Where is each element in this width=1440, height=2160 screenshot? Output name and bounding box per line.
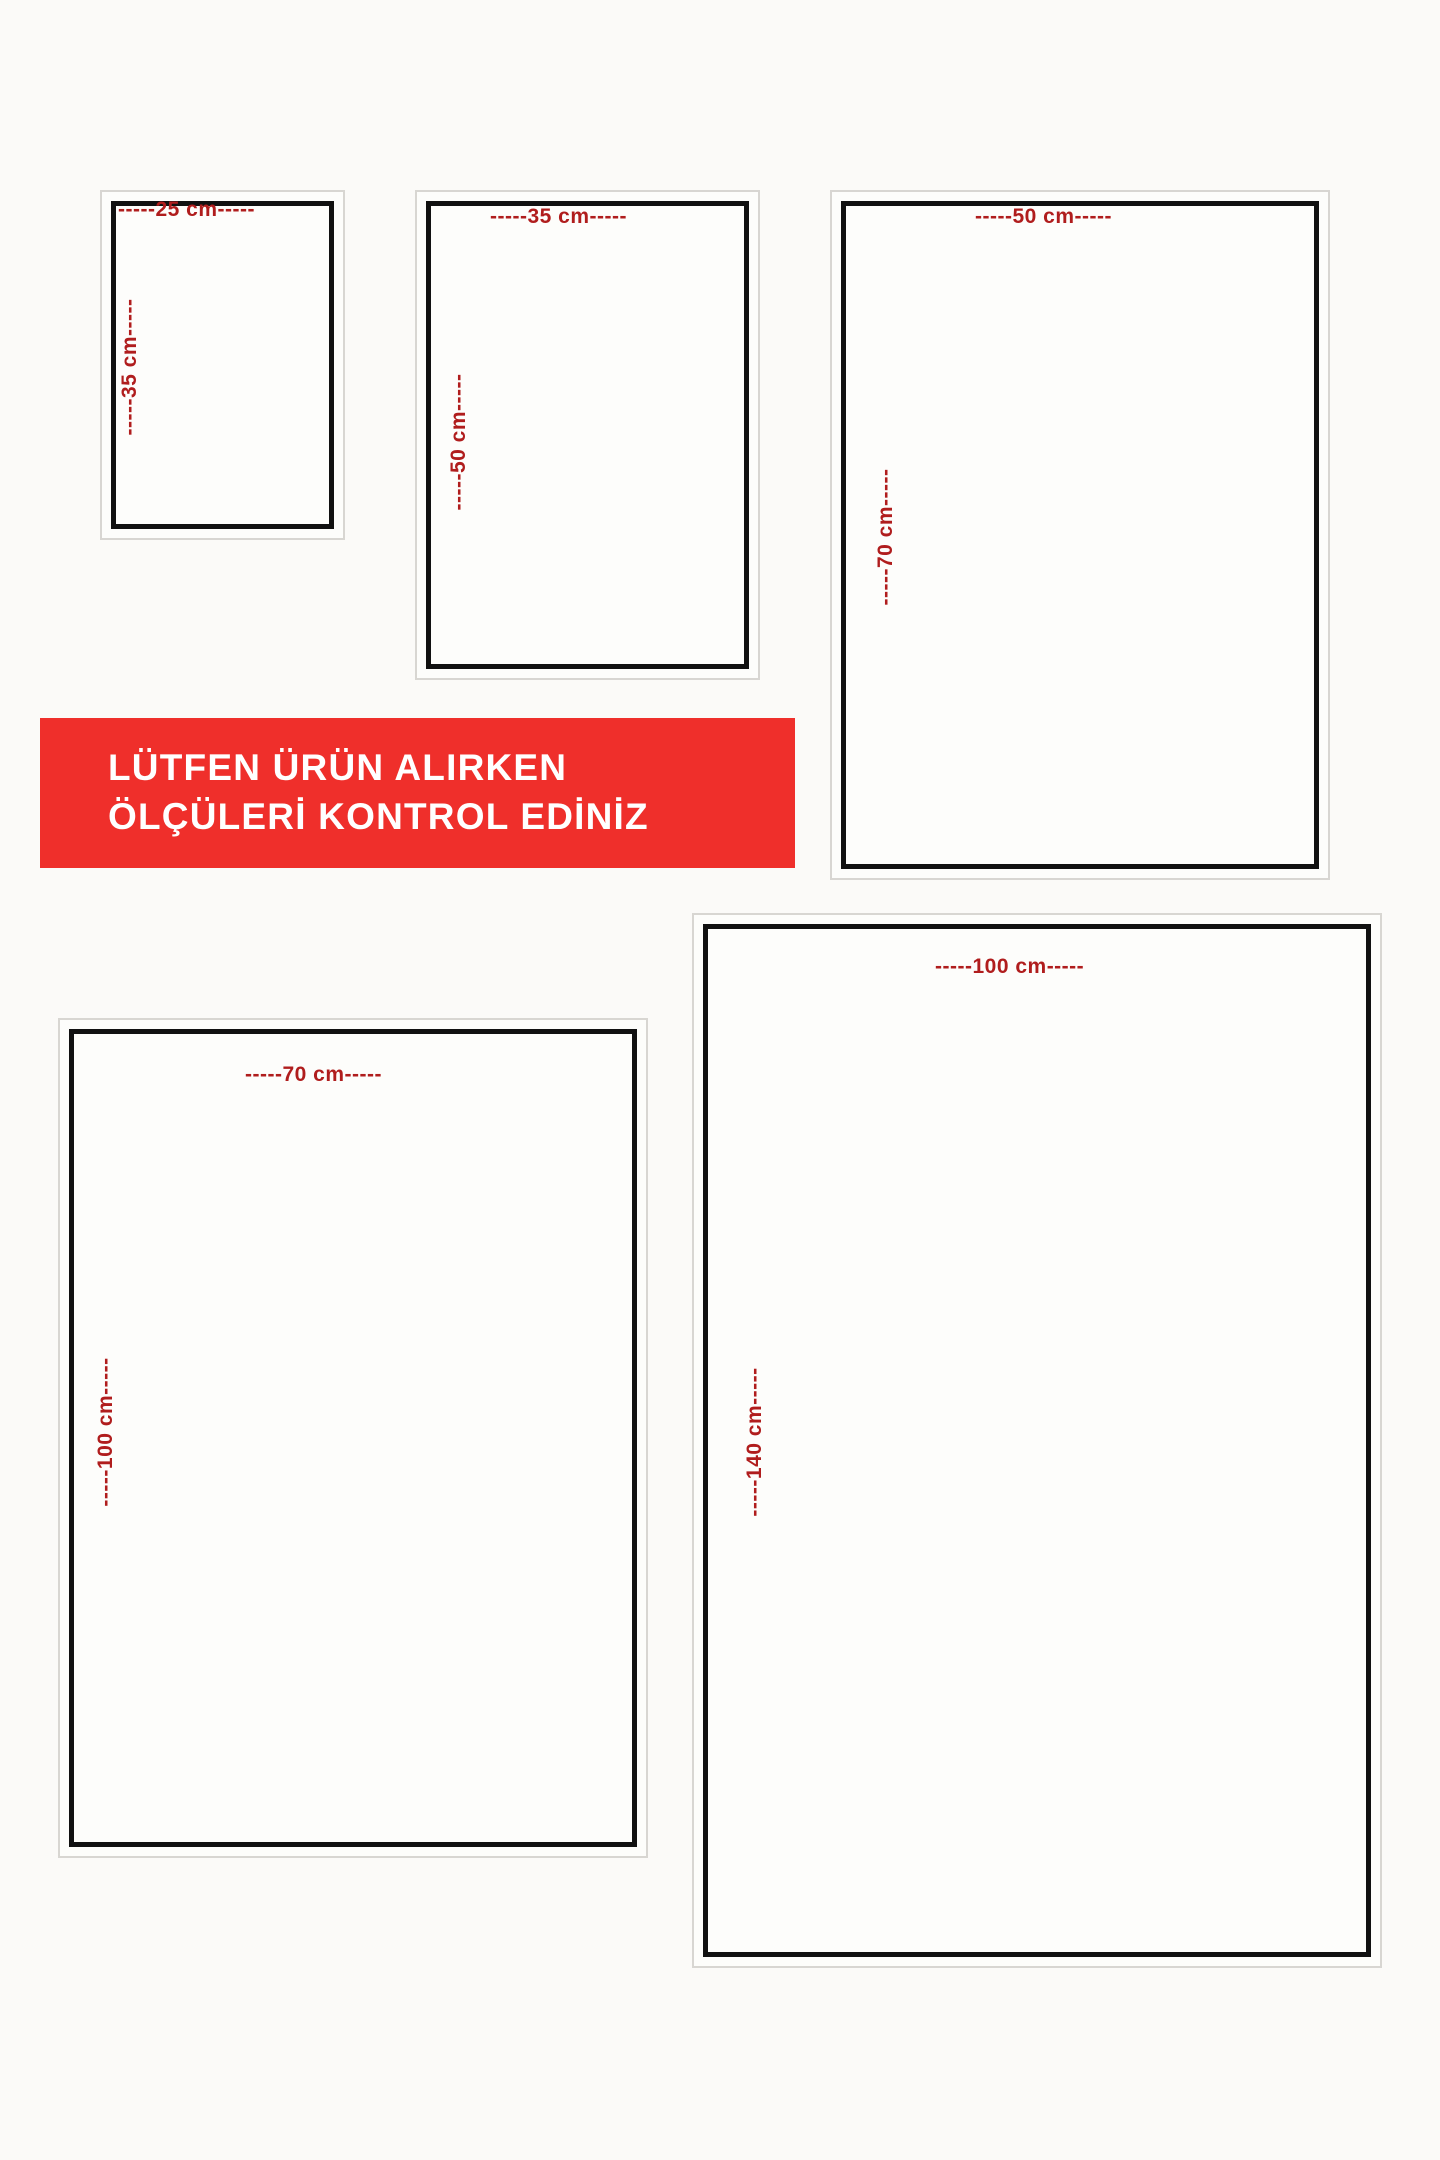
dimension-width-70-b: -----70 cm----- [245, 1063, 382, 1086]
dimension-width-50: -----50 cm----- [975, 205, 1112, 228]
frame-70x100 [58, 1018, 648, 1858]
dimension-height-100: -----100 cm----- [94, 1357, 117, 1507]
warning-line-2: ÖLÇÜLERİ KONTROL EDİNİZ [108, 796, 649, 837]
frame-inner [841, 201, 1319, 869]
frame-inner [426, 201, 749, 669]
dimension-height-35: -----35 cm----- [118, 298, 141, 436]
warning-banner [40, 718, 795, 868]
dimension-height-140: -----140 cm----- [743, 1367, 766, 1517]
dimension-width-25: -----25 cm----- [118, 198, 255, 221]
frame-50x70 [830, 190, 1330, 880]
dimension-height-50: -----50 cm----- [447, 373, 470, 511]
dimension-height-70: -----70 cm----- [874, 468, 897, 606]
warning-line-1: LÜTFEN ÜRÜN ALIRKEN [108, 747, 568, 789]
frame-inner [69, 1029, 637, 1847]
dimension-width-35: -----35 cm----- [490, 205, 627, 228]
dimension-width-100: -----100 cm----- [935, 955, 1085, 978]
frame-inner [703, 924, 1371, 1957]
frame-inner [111, 201, 334, 529]
frame-100x140 [692, 913, 1382, 1968]
